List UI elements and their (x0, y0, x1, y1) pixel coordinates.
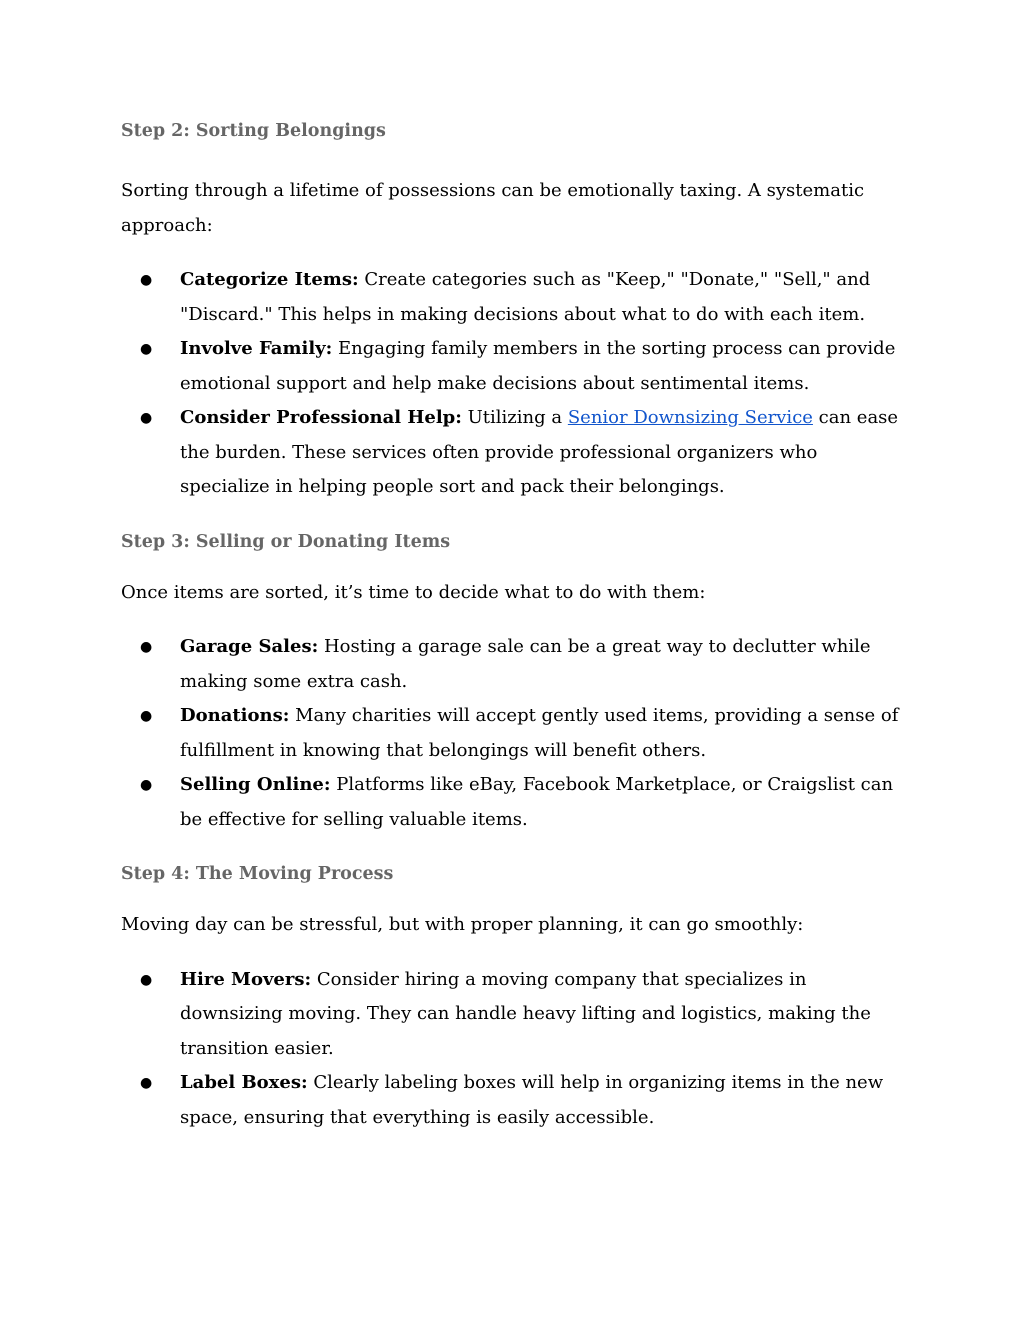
bullet-list-step-4 (121, 963, 911, 1136)
bullet-icon: ● (140, 410, 153, 426)
bullet-icon: ● (140, 341, 153, 357)
list-item-text: Consider hiring a moving company that specializes in downsizing moving. They can handle heavy lifting and logistics, making the transition easier. (180, 968, 871, 1059)
list-item (121, 401, 911, 505)
list-item-term: Involve Family: (180, 338, 333, 359)
list-item (121, 263, 911, 332)
list-item (121, 768, 911, 837)
section-intro-step-2: Sorting through a lifetime of possessions can be emotionally taxing. A systematic approach: (121, 180, 865, 236)
section-intro-step-4: Moving day can be stressful, but with proper planning, it can go smoothly: (121, 914, 804, 935)
list-item-text: Create categories such as "Keep," "Donate," "Sell," and "Discard." This helps in making decisions about what to do with each item. (180, 269, 871, 325)
section-heading-step-4: Step 4: The Moving Process (121, 864, 394, 884)
senior-downsizing-service-link[interactable]: Senior Downsizing Service (567, 407, 813, 428)
bullet-icon: ● (140, 639, 153, 655)
bullet-icon: ● (140, 272, 153, 288)
list-item-text: Hosting a garage sale can be a great way to declutter while making some extra cash. (180, 636, 871, 692)
bullet-icon: ● (140, 1075, 153, 1091)
bullet-list-step-2 (121, 263, 911, 505)
list-item-term: Consider Professional Help: (180, 407, 462, 428)
bullet-icon: ● (140, 777, 153, 793)
list-item-text-after: can ease the burden. These services often provide professional organizers who specialize in helping people sort and pack their belongings. (180, 407, 899, 497)
list-item-term: Garage Sales: (180, 636, 319, 657)
section-heading-step-2: Step 2: Sorting Belongings (121, 121, 386, 141)
section-heading-step-3: Step 3: Selling or Donating Items (121, 531, 451, 552)
list-item-term: Selling Online: (180, 774, 331, 795)
list-item (121, 699, 911, 768)
list-item-text-before: Utilizing a (461, 407, 568, 428)
list-item-term: Hire Movers: (180, 968, 312, 990)
list-item (121, 963, 911, 1067)
list-item-term: Categorize Items: (180, 269, 359, 290)
bullet-icon: ● (140, 971, 153, 988)
document-page (121, 118, 911, 1135)
list-item-text: Clearly labeling boxes will help in organizing items in the new space, ensuring that everything is easily accessible. (180, 1072, 884, 1128)
list-item (121, 332, 911, 401)
list-item-term: Donations: (180, 705, 290, 726)
section-intro-step-3: Once items are sorted, it’s time to decide what to do with them: (121, 581, 706, 603)
list-item (121, 1066, 911, 1135)
bullet-icon: ● (140, 708, 153, 724)
list-item-term: Label Boxes: (180, 1072, 308, 1093)
list-item-text: Engaging family members in the sorting process can provide emotional support and help make decisions about sentimental items. (180, 338, 896, 394)
list-item (121, 630, 911, 699)
list-item-text: Many charities will accept gently used items, providing a sense of fulfillment in knowing that belongings will benefit others. (180, 705, 899, 761)
bullet-list-step-3 (121, 630, 911, 837)
list-item-text: Platforms like eBay, Facebook Marketplace, or Craigslist can be effective for selling valuable items. (180, 774, 894, 830)
